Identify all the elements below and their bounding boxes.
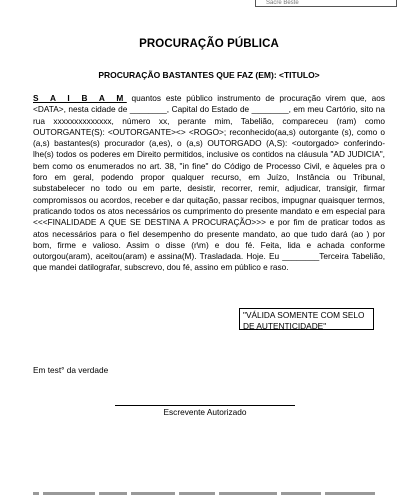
authenticity-stamp-text: "VÁLIDA SOMENTE COM SELO DE AUTENTICIDADE" [243, 310, 365, 331]
signature-label: Escrevente Autorizado [163, 407, 247, 417]
saibam-heading: S A I B A M [33, 93, 127, 103]
body-paragraph: quantos este público instrumento de procuração virem que, aos <DATA>, nesta cidade de ________, Capital do Estado de ________, em meu Cartório, sito na rua xxxxxxxxxxxxxx, número xx, perante mim, Tabelião, compareceu (ram) como OUTORGANTE(S): <OUTORGANTE><> <ROGO>; reconhecido(aa,s) outorgante (s), como o (a,s) bastantes(s) procurador (a,es), o (a,s) OUTORGADO (A,S): <outorgado> conferindo-lhe(s) todos os poderes em Direito permitidos, inclusive os contidos na cláusula "AD JUDICIA", bem como os enumerados no art. 38, "in fine" do Código de Processo Civil, e àqueles pra o foro em geral, podendo propor qualquer recurso, em Juízo, Instância ou Tribunal, substabelecer no todo ou em parte, desistir, recorrer, remir, adjudicar, transigir, firmar compromissos ou acordos, receber e dar quitação, passar recibos, impugnar quaisquer termos, praticando todos os atos necessários os cumprimento do presente mandato e em especial para <<<FINALIDADE A QUE SE DESTINA A PROCURAÇÃO>>> e por fim de praticar todos as atos necessários para o fiel desempenho do presente mandato, ao que tudo dará (ao ) por bom, firme e valioso. Assim o disse (r\m) e dou fé. Feita, lida e achada conforme outorgou(aram), aceitou(aram) e assina(M). Trasladada. Hoje. Eu ________Terceira Tabelião, que mandei datilografar, subscrevo, dou fé, assino em público e raso. [33, 93, 385, 273]
top-field-text: Sacre Beste [266, 0, 299, 6]
testimony-line: Em test° da verdade [33, 365, 109, 375]
authenticity-stamp-box [239, 308, 374, 330]
cropped-bottom-text [33, 492, 385, 500]
document-body [33, 93, 385, 274]
signature-line [115, 405, 295, 406]
document-title: PROCURAÇÃO PÚBLICA [139, 38, 279, 50]
document-page [33, 0, 385, 500]
document-subtitle: PROCURAÇÃO BASTANTES QUE FAZ (EM): <TITULO> [98, 70, 320, 80]
